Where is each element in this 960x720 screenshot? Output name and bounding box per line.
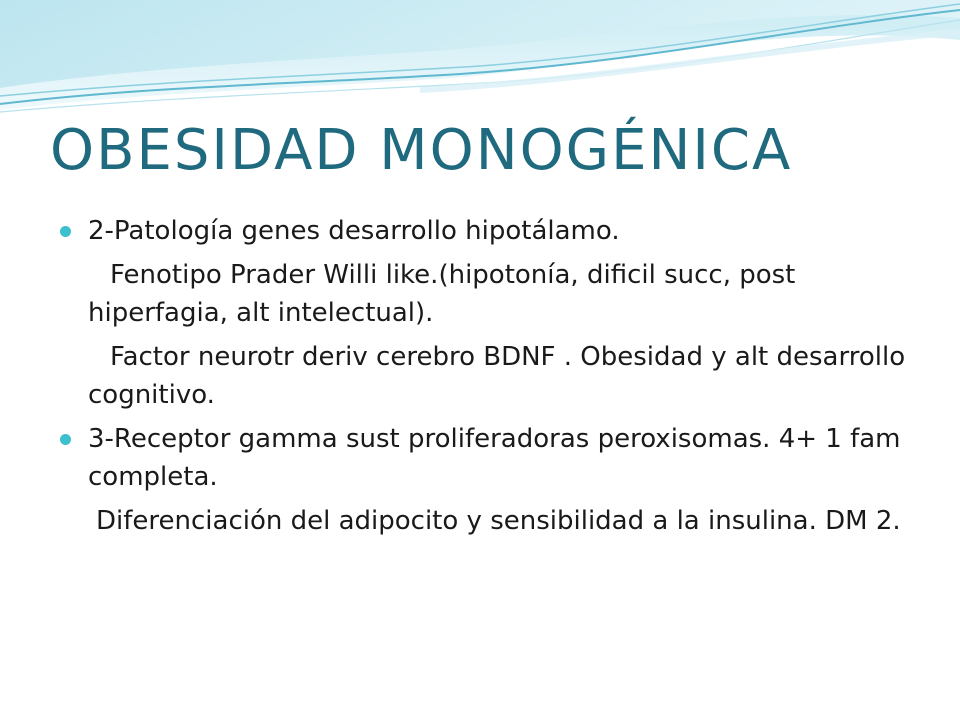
paragraph (60, 338, 940, 414)
bullet-dot-icon (60, 226, 71, 237)
slide-title: OBESIDAD MONOGÉNICA (50, 118, 793, 183)
paragraph-text: 3-Receptor gamma sust proliferadoras peroxisomas. 4+ 1 fam completa. (88, 424, 901, 492)
paragraph-text: Fenotipo Prader Willi like.(hipotonía, dificil succ, post hiperfagia, alt intelectual). (88, 260, 796, 328)
bullet-paragraph (60, 212, 940, 250)
bullet-dot-icon (60, 434, 71, 445)
slide-body (60, 212, 940, 546)
paragraph-text: Factor neurotr deriv cerebro BDNF . Obesidad y alt desarrollo cognitivo. (88, 342, 906, 410)
paragraph (60, 256, 940, 332)
bullet-paragraph (60, 420, 940, 496)
paragraph-text: Diferenciación del adipocito y sensibilidad a la insulina. DM 2. (96, 506, 901, 536)
paragraph-text: 2-Patología genes desarrollo hipotálamo. (88, 216, 620, 246)
paragraph (60, 502, 940, 540)
